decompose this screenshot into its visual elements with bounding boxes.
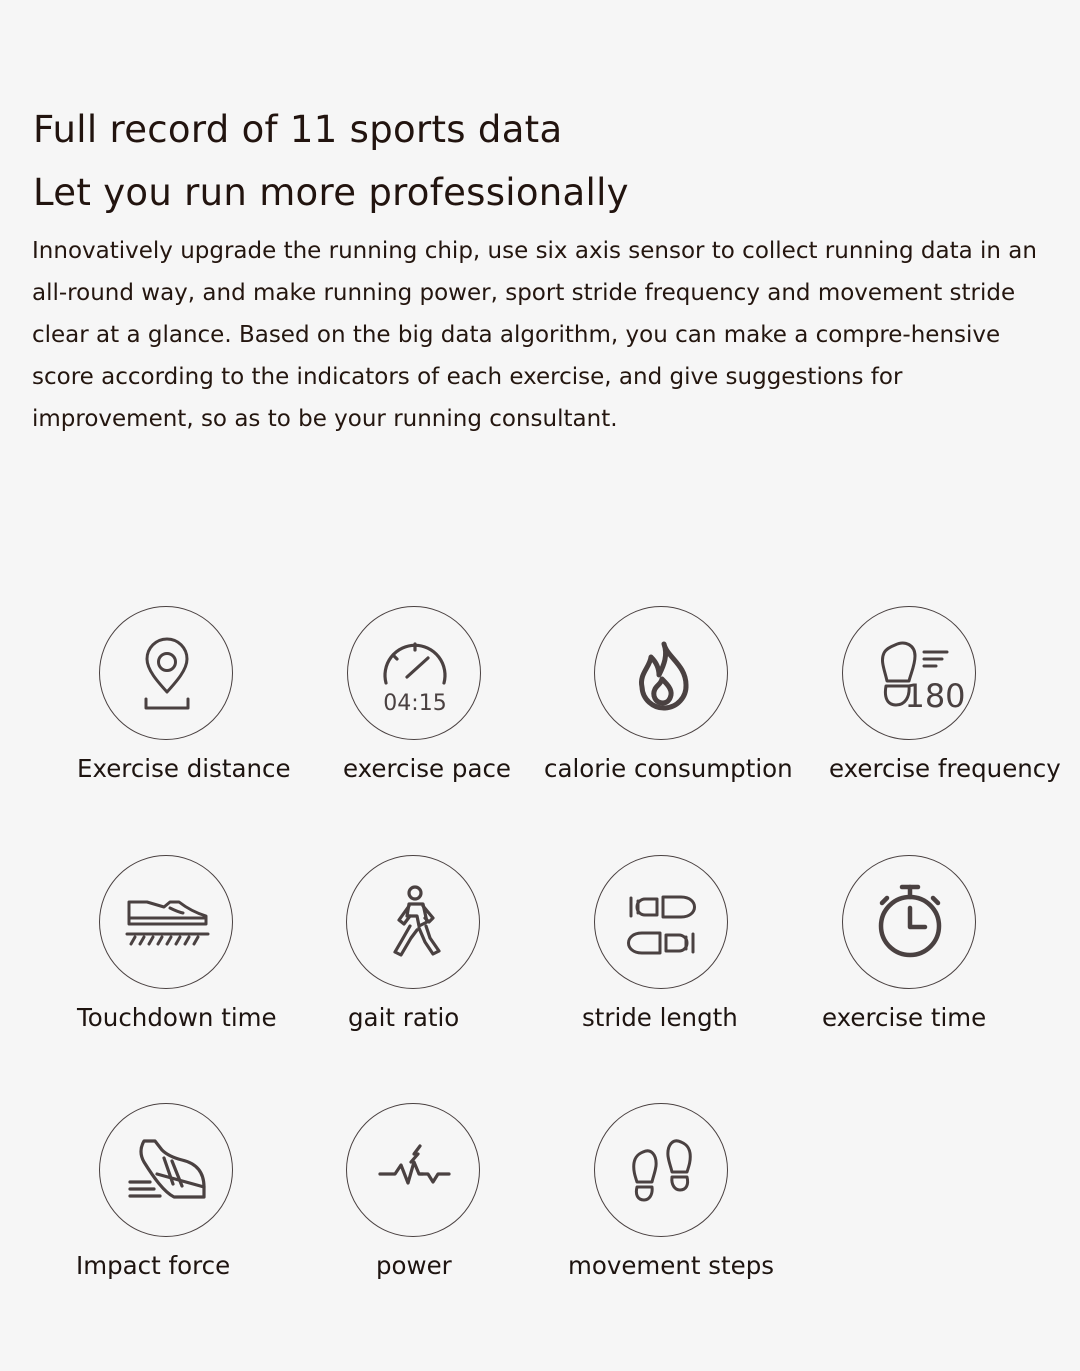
feature-impact-force — [60, 1103, 280, 1303]
stopwatch-icon — [842, 855, 976, 989]
pace-value: 04:15 — [383, 691, 447, 716]
feature-label: exercise frequency — [829, 754, 1061, 783]
cadence-value: 180 — [904, 677, 966, 715]
feature-label: stride length — [582, 1003, 738, 1032]
running-shoe-icon — [99, 1103, 233, 1237]
feature-label: movement steps — [568, 1251, 775, 1280]
walking-person-icon — [346, 855, 480, 989]
feature-power — [308, 1103, 528, 1303]
feature-exercise-pace — [308, 606, 528, 806]
feature-label: power — [376, 1251, 452, 1280]
description-paragraph: Innovatively upgrade the running chip, use six axis sensor to collect running data in an all-round way, and make running power, sport stride frequency and movement stride clear at a glance. Based on the big data algorithm, you can make a compre-hensive score according to the indicators of each exercise, and give suggestions for improvement, so as to be your running consultant. — [32, 238, 1037, 432]
feature-touchdown-time — [60, 855, 280, 1055]
footprint-cadence-icon — [842, 606, 976, 740]
feature-label: Impact force — [76, 1251, 231, 1280]
feature-label: calorie consumption — [544, 754, 793, 783]
location-pin-icon — [99, 606, 233, 740]
pulse-bolt-icon — [346, 1103, 480, 1237]
speedometer-icon — [347, 606, 481, 740]
feature-movement-steps — [556, 1103, 776, 1303]
feature-calorie-consumption — [544, 606, 793, 806]
feature-exercise-time — [804, 855, 1024, 1055]
feature-stride-length — [556, 855, 776, 1055]
feature-label: exercise time — [822, 1003, 987, 1032]
feature-label: exercise pace — [343, 754, 512, 783]
stride-footprints-icon — [594, 855, 728, 989]
page-title: Full record of 11 sports data — [33, 108, 563, 151]
sneaker-ground-icon — [99, 855, 233, 989]
feature-label: gait ratio — [348, 1003, 460, 1032]
feature-gait-ratio — [308, 855, 528, 1055]
footsteps-icon — [594, 1103, 728, 1237]
page-subtitle: Let you run more professionally — [33, 171, 629, 214]
flame-icon — [594, 606, 728, 740]
feature-exercise-frequency — [804, 606, 1061, 806]
feature-label: Touchdown time — [77, 1003, 277, 1032]
feature-label: Exercise distance — [77, 754, 291, 783]
feature-exercise-distance — [60, 606, 291, 806]
